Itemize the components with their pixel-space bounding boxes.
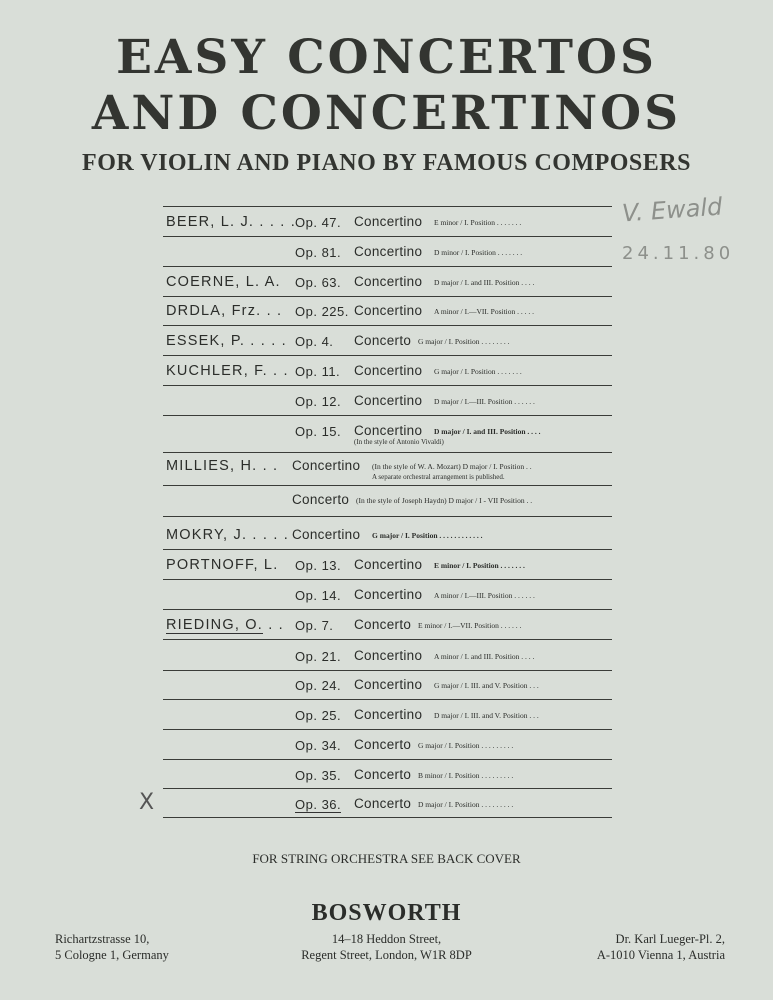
rule-line [163,415,612,416]
opus-number: Op. 15. [295,424,342,439]
handwritten-signature: V. Ewald [621,192,724,228]
rule-line [163,355,612,356]
rule-line [163,516,612,517]
work-title: Concerto [354,737,412,752]
work-note: A separate orchestral arrangement is published. [372,473,505,481]
opus-number: Op. 47. [295,215,342,230]
opus-number: Op. 21. [295,649,342,664]
composer-name: MILLIES, H. . . [166,458,279,474]
rule-line [163,729,612,730]
composer-name: DRDLA, Frz. . . [166,303,283,319]
address-line: 14–18 Heddon Street, [331,932,442,946]
work-detail: A minor / I.—III. Position . . . . . . [434,591,535,600]
work-title: Concerto [354,767,412,782]
work-title: Concerto [354,796,412,811]
rule-line [163,452,612,453]
work-detail: D major / I.—III. Position . . . . . . [434,397,535,406]
title-line-2: AND CONCERTINOS [91,86,682,141]
work-detail: D minor / I. Position . . . . . . . [434,248,523,257]
composer-name: KUCHLER, F. . . [166,363,289,379]
work-title: Concertino [354,393,423,408]
address-line: Dr. Karl Lueger-Pl. 2, [615,932,725,946]
rule-line [163,236,612,237]
opus-number: Op. 7. [295,618,334,633]
work-detail: D major / I. III. and V. Position . . . [434,711,539,720]
work-title: Concertino [354,274,423,289]
work-detail: E minor / I. Position . . . . . . . [434,218,522,227]
work-title: Concertino [354,587,423,602]
rule-line [163,549,612,550]
opus-number: Op. 24. [295,678,342,693]
composer-name: ESSEK, P. . . . . [166,333,287,349]
address-vienna [597,931,725,963]
work-detail: (In the style of W. A. Mozart) D major / I. Position . . [372,462,532,471]
composer-name: MOKRY, J. . . . . [166,527,290,543]
work-title: Concertino [354,244,423,259]
work-detail: D major / I. and III. Position . . . . [434,278,535,287]
work-detail: A minor / I.—VII. Position . . . . . [434,307,535,316]
rule-line [163,609,612,610]
rule-line [163,296,612,297]
work-detail: A minor / I. and III. Position . . . . [434,652,535,661]
work-title: Concerto [292,492,350,507]
work-detail: D major / I. and III. Position . . . . [434,427,541,436]
rule-line [163,485,612,486]
work-title: Concertino [354,214,423,229]
work-title: Concertino [354,363,423,378]
work-title: Concertino [354,303,423,318]
rule-line [163,325,612,326]
title-line-1: EASY CONCERTOS [116,30,657,85]
opus-number: Op. 35. [295,768,342,783]
opus-number: Op. 14. [295,588,342,603]
subtitle: FOR VIOLIN AND PIANO BY FAMOUS COMPOSERS [82,150,691,176]
work-detail: G major / I. III. and V. Position . . . [434,681,539,690]
work-detail: B minor / I. Position . . . . . . . . . [418,771,514,780]
rule-line [163,817,612,818]
opus-number: Op. 25. [295,708,342,723]
composer-name: PORTNOFF, L. [166,557,279,573]
rule-line [163,266,612,267]
work-detail: G major / I. Position . . . . . . . . . . . . [372,531,483,540]
opus-number: Op. 12. [295,394,342,409]
work-title: Concertino [354,707,423,722]
work-detail: (In the style of Joseph Haydn) D major / I - VII Position . . [356,496,533,505]
opus-number: Op. 225. [295,304,349,319]
handwritten-mark: X [139,790,155,815]
work-title: Concerto [354,617,412,632]
address-line: 5 Cologne 1, Germany [55,948,169,962]
address-line: Richartzstrasse 10, [55,932,150,946]
footer-note: FOR STRING ORCHESTRA SEE BACK COVER [252,851,521,866]
work-title: Concertino [354,557,423,572]
rule-line [163,788,612,789]
work-title: Concertino [292,458,361,473]
handwritten-date: 24.11.80 [622,243,735,264]
work-title: Concertino [292,527,361,542]
opus-number: Op. 4. [295,334,334,349]
address-line: A-1010 Vienna 1, Austria [596,948,725,962]
address-line: Regent Street, London, W1R 8DP [301,948,472,962]
composer-name: COERNE, L. A. [166,274,281,290]
work-detail: E minor / I. Position . . . . . . . [434,561,525,570]
work-detail: E minor / I.—VII. Position . . . . . . [418,621,522,630]
opus-number: Op. 11. [295,364,341,379]
work-title: Concerto [354,333,412,348]
work-detail: G major / I. Position . . . . . . . . . [418,741,514,750]
rule-line [163,699,612,700]
rule-line [163,670,612,671]
work-detail: G major / I. Position . . . . . . . [434,367,522,376]
work-detail: D major / I. Position . . . . . . . . . [418,800,514,809]
opus-number: Op. 81. [295,245,342,260]
rule-line [163,759,612,760]
work-title: Concertino [354,423,423,438]
composer-name: RIEDING, O. . . [166,617,284,633]
opus-number: Op. 13. [295,558,342,573]
work-title: Concertino [354,677,423,692]
opus-number: Op. 63. [295,275,342,290]
rule-line [163,579,612,580]
work-note: (In the style of Antonio Vivaldi) [354,438,444,446]
rule-line [163,385,612,386]
opus-number: Op. 34. [295,738,342,753]
publisher-name: BOSWORTH [311,900,462,926]
work-detail: G major / I. Position . . . . . . . . [418,337,510,346]
composer-name: BEER, L. J. . . . . [166,214,296,230]
rule-line [163,639,612,640]
work-title: Concertino [354,648,423,663]
opus-number: Op. 36. [295,797,342,812]
rule-line [163,206,612,207]
